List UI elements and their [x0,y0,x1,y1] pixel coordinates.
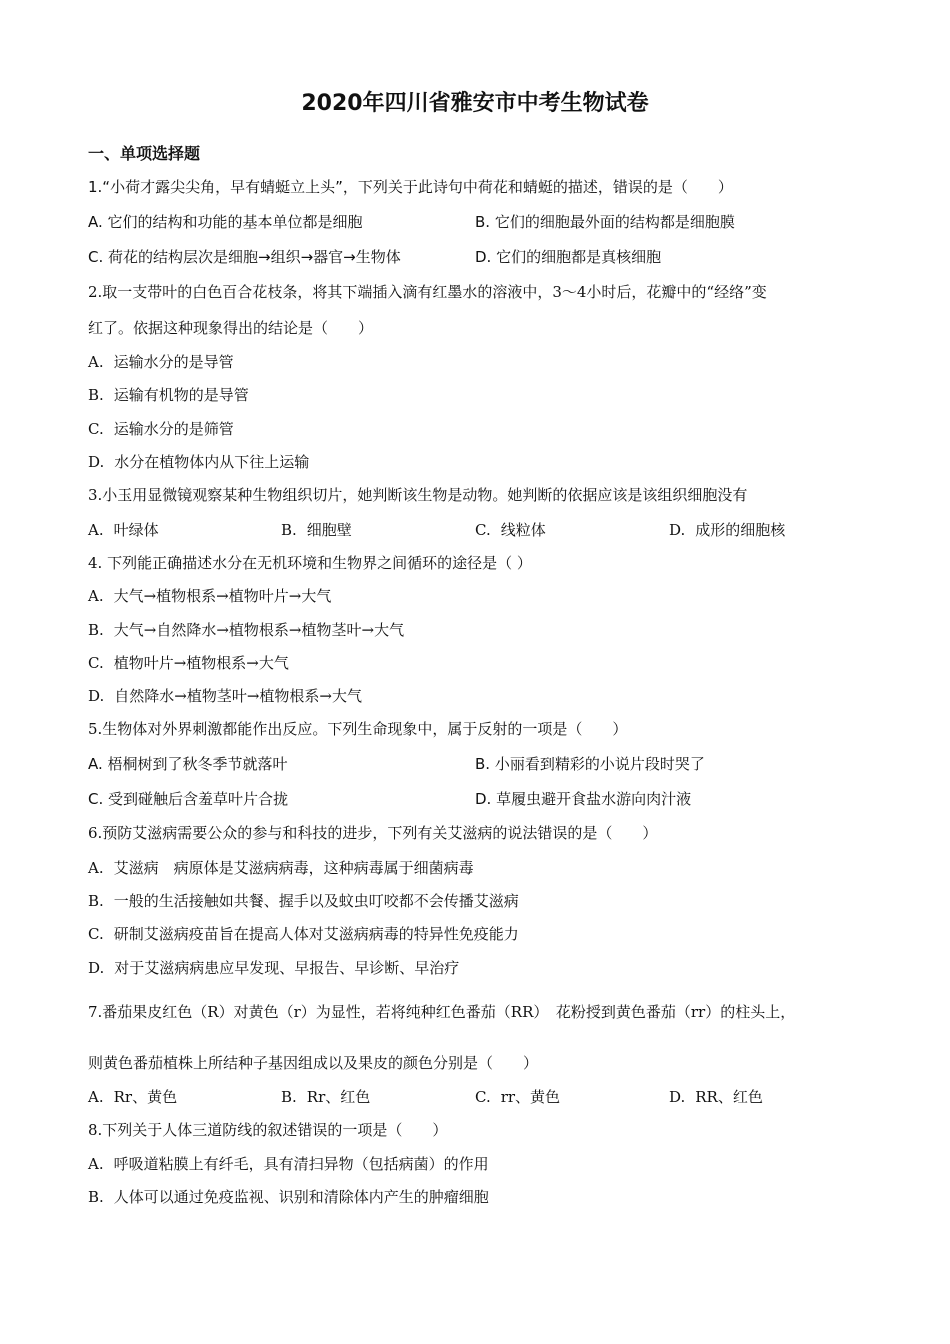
option-text: 它们的细胞都是真核细胞 [496,248,662,266]
q3-option-d [669,519,785,541]
q5-option-b [475,753,705,775]
option-letter: A. [88,859,104,877]
q7-option-b [281,1086,370,1108]
option-letter: C. [88,420,104,438]
question-5-stem: 5.生物体对外界刺激都能作出反应。下列生命现象中，属于反射的一项是（ ） [88,720,628,738]
option-letter: D. [669,521,686,539]
question-2-stem-line-2: 红了。依据这种现象得出的结论是（ ） [88,319,374,337]
question-6-stem: 6.预防艾滋病需要公众的参与和科技的进步，下列有关艾滋病的说法错误的是（ ） [88,824,658,842]
q3-option-b [281,519,352,541]
q5-option-c [88,788,288,810]
question-2-stem-line-1: 2.取一支带叶的白色百合花枝条，将其下端插入滴有红墨水的溶液中，3～4小时后，花瓣中的“经络”变 [88,283,767,301]
option-text: 研制艾滋病疫苗旨在提高人体对艾滋病病毒的特异性免疫能力 [113,925,519,943]
option-text: 艾滋病 病原体是艾滋病病毒，这种病毒属于细菌病毒 [113,859,474,877]
question-8-stem: 8.下列关于人体三道防线的叙述错误的一项是（ ） [88,1121,448,1139]
option-letter: D. [475,248,492,266]
section-heading: 一、单项选择题 [88,144,201,163]
option-text: 大气→自然降水→植物根系→植物茎叶→大气 [113,621,405,639]
q6-option-b [88,890,519,912]
option-letter: C. [475,1088,491,1106]
option-text: 水分在植物体内从下往上运输 [114,453,310,471]
option-text: 自然降水→植物茎叶→植物根系→大气 [114,687,362,705]
question-1-stem: 1.“小荷才露尖尖角，早有蜻蜓立上头”，下列关于此诗句中荷花和蜻蜓的描述，错误的是（ ） [88,178,733,196]
option-text: 人体可以通过免疫监视、识别和清除体内产生的肿瘤细胞 [113,1188,489,1206]
option-letter: D. [475,790,492,808]
option-text: 它们的细胞最外面的结构都是细胞膜 [494,213,735,231]
option-letter: B. [88,386,104,404]
question-3-stem: 3.小玉用显微镜观察某种生物组织切片，她判断该生物是动物。她判断的依据应该是该组织细胞没有 [88,486,748,504]
option-text: 它们的结构和功能的基本单位都是细胞 [107,213,363,231]
option-text: RR、红色 [695,1088,763,1106]
option-letter: D. [88,687,105,705]
q5-option-d [475,788,691,810]
q6-option-a [88,857,474,879]
q7-option-d [669,1086,763,1108]
q3-option-c [475,519,546,541]
option-text: 叶绿体 [113,521,159,539]
q2-option-b [88,384,249,406]
q7-option-a [88,1086,177,1108]
option-letter: B. [475,755,491,773]
option-text: 一般的生活接触如共餐、握手以及蚊虫叮咬都不会传播艾滋病 [113,892,519,910]
q4-option-d [88,685,362,707]
q1-option-a [88,211,363,233]
option-letter: D. [669,1088,686,1106]
option-letter: B. [281,1088,297,1106]
option-text: 呼吸道粘膜上有纤毛，具有清扫异物（包括病菌）的作用 [113,1155,489,1173]
page-title: 2020年四川省雅安市中考生物试卷 [301,91,649,116]
q4-option-c [88,652,289,674]
q8-option-b [88,1186,489,1208]
option-text: Rr、红色 [306,1088,371,1106]
option-letter: B. [475,213,491,231]
option-text: 小丽看到精彩的小说片段时哭了 [494,755,705,773]
option-text: 运输水分的是筛管 [113,420,234,438]
option-text: 植物叶片→植物根系→大气 [113,654,289,672]
option-letter: C. [88,790,104,808]
option-text: 线粒体 [500,521,546,539]
option-letter: C. [88,248,104,266]
option-letter: C. [475,521,491,539]
option-letter: A. [88,213,103,231]
option-letter: A. [88,755,103,773]
option-letter: B. [88,892,104,910]
option-letter: C. [88,654,104,672]
q5-option-a [88,753,288,775]
q3-option-a [88,519,159,541]
option-text: 对于艾滋病病患应早发现、早报告、早诊断、早治疗 [114,959,460,977]
option-text: 运输有机物的是导管 [113,386,249,404]
question-7-stem-line-1: 7.番茄果皮红色（R）对黄色（r）为显性，若将纯种红色番茄（RR） 花粉授到黄色番茄（rr）的柱头上， [88,1003,796,1021]
option-letter: A. [88,353,104,371]
q4-option-b [88,619,404,641]
option-letter: D. [88,453,105,471]
q6-option-c [88,923,519,945]
q1-option-c [88,246,401,268]
option-text: Rr、黄色 [113,1088,178,1106]
q4-option-a [88,585,331,607]
option-letter: D. [88,959,105,977]
option-letter: A. [88,521,104,539]
q8-option-a [88,1153,489,1175]
option-text: 大气→植物根系→植物叶片→大气 [113,587,332,605]
option-letter: A. [88,587,104,605]
option-text: 运输水分的是导管 [113,353,234,371]
q7-option-c [475,1086,560,1108]
option-text: 荷花的结构层次是细胞→组织→器官→生物体 [108,248,401,266]
option-text: rr、黄色 [500,1088,561,1106]
option-letter: B. [88,621,104,639]
option-text: 草履虫避开食盐水游向肉汁液 [496,790,692,808]
option-letter: A. [88,1088,104,1106]
q2-option-d [88,451,309,473]
q6-option-d [88,957,459,979]
q2-option-a [88,351,234,373]
option-text: 成形的细胞核 [695,521,786,539]
option-letter: B. [88,1188,104,1206]
option-text: 细胞壁 [306,521,352,539]
question-7-stem-line-2: 则黄色番茄植株上所结种子基因组成以及果皮的颜色分别是（ ） [88,1054,539,1072]
option-letter: A. [88,1155,104,1173]
q1-option-d [475,246,661,268]
q1-option-b [475,211,735,233]
option-letter: B. [281,521,297,539]
option-text: 受到碰触后含羞草叶片合拢 [108,790,289,808]
question-4-stem: 4. 下列能正确描述水分在无机环境和生物界之间循环的途径是（ ） [88,554,532,572]
q2-option-c [88,418,234,440]
option-letter: C. [88,925,104,943]
option-text: 梧桐树到了秋冬季节就落叶 [107,755,288,773]
